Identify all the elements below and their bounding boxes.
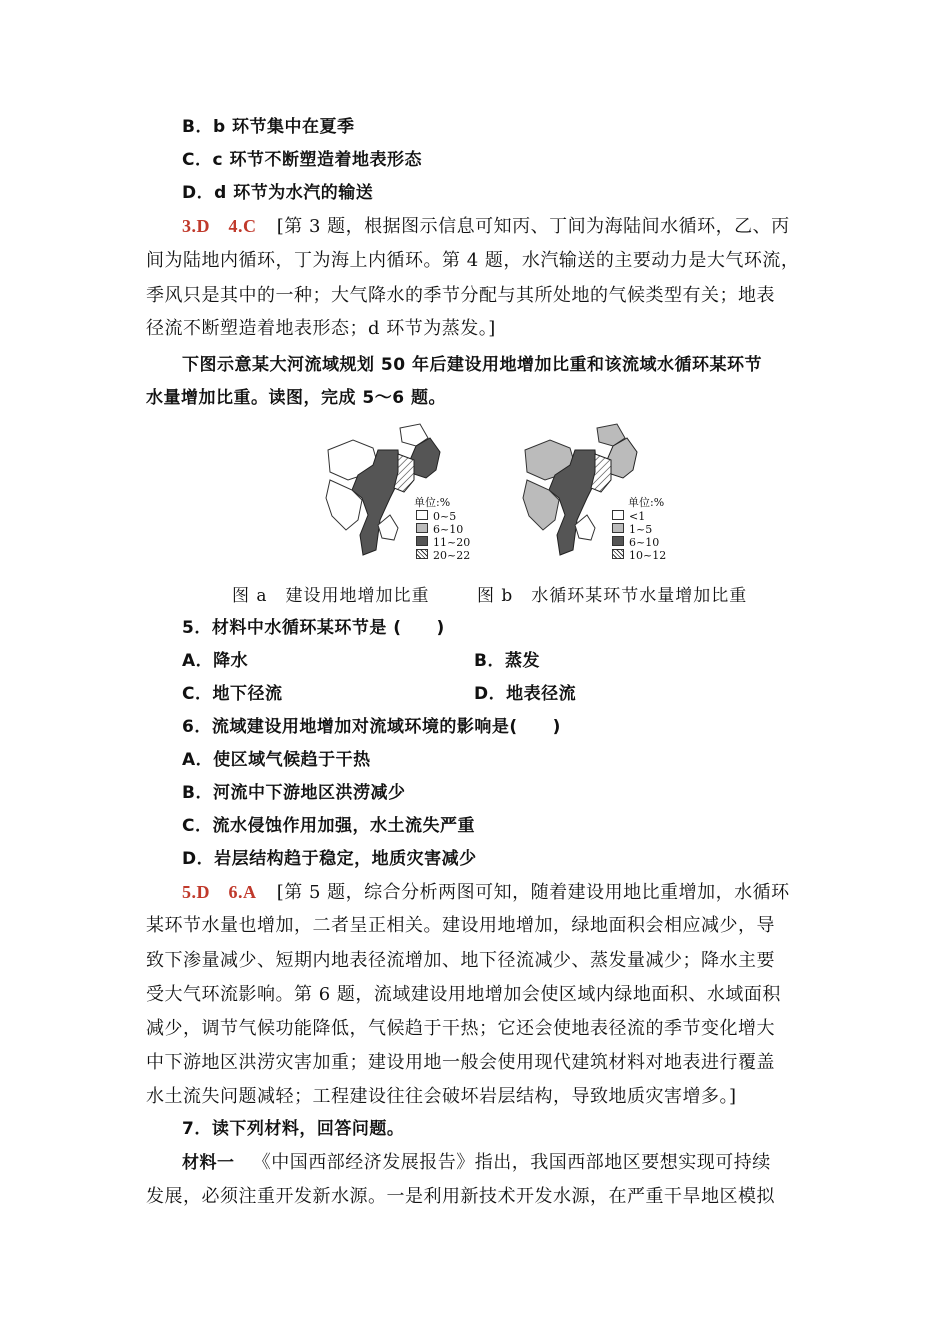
- q7-material-line-2: 发展，必须注重开发新水源。一是利用新技术开发水源，在严重干旱地区模拟: [146, 1186, 775, 1207]
- option-c: C．c 环节不断塑造着地表形态: [182, 150, 422, 170]
- figure-b-caption: 图 b 水循环某环节水量增加比重: [477, 586, 748, 606]
- legend-item: 6~10: [612, 536, 682, 549]
- answer-3-4-line-4: 径流不断塑造着地表形态；d 环节为蒸发。]: [146, 318, 496, 339]
- q6-option-d: D．岩层结构趋于稳定，地质灾害减少: [182, 849, 477, 869]
- figure-a-legend: [416, 510, 486, 562]
- answer-5-6-line-4: 受大气环流影响。第 6 题，流域建设用地增加会使区域内绿地面积、水域面积: [146, 984, 781, 1005]
- q5-option-a: A．降水: [182, 651, 249, 671]
- legend-item: 20~22: [416, 549, 486, 562]
- legend-item: <1: [612, 510, 682, 523]
- q5-options-row-1: [182, 650, 846, 672]
- intro-line-2: 水量增加比重。读图，完成 5～6 题。: [146, 388, 446, 408]
- figure-a-unit: 单位:%: [414, 496, 451, 509]
- figures: [0, 420, 950, 570]
- answer-5-6-line-6: 中下游地区洪涝灾害加重；建设用地一般会使用现代建筑材料对地表进行覆盖: [146, 1052, 775, 1073]
- answer-3-4-line-1: 3.D 4.C [第 3 题，根据图示信息可知丙、丁间为海陆间水循环，乙、丙: [182, 216, 790, 237]
- q5-option-b: B．蒸发: [474, 651, 540, 671]
- q7-material-line-1: 材料一 《中国西部经济发展报告》指出，我国西部地区要想实现可持续: [182, 1152, 771, 1173]
- figure-b-legend: [612, 510, 682, 562]
- q6-option-b: B．河流中下游地区洪涝减少: [182, 783, 406, 803]
- figure-b-unit: 单位:%: [628, 496, 665, 509]
- q5-option-c: C．地下径流: [182, 684, 283, 704]
- answer-5-6-line-5: 减少，调节气候功能降低，气候趋于干热；它还会使地表径流的季节变化增大: [146, 1018, 775, 1039]
- q6-stem: 6．流域建设用地增加对流域环境的影响是( ): [182, 717, 561, 737]
- legend-item: 6~10: [416, 523, 486, 536]
- q6-option-a: A．使区域气候趋于干热: [182, 750, 371, 770]
- answer-5-6-line-2: 某环节水量也增加，二者呈正相关。建设用地增加，绿地面积会相应减少，导: [146, 915, 775, 936]
- q7-stem: 7．读下列材料，回答问题。: [182, 1119, 405, 1139]
- answer-5-6-line-1: 5.D 6.A [第 5 题，综合分析两图可知，随着建设用地比重增加，水循环: [182, 882, 790, 903]
- legend-item: 11~20: [416, 536, 486, 549]
- q5-options-row-2: [182, 683, 846, 705]
- answer-5-6-line-7: 水土流失问题减轻；工程建设往往会破坏岩层结构，导致地质灾害增多。]: [146, 1086, 737, 1107]
- option-b: B．b 环节集中在夏季: [182, 117, 355, 137]
- q5-stem: 5．材料中水循环某环节是 ( ): [182, 618, 445, 638]
- answer-key: 3.D 4.C: [182, 216, 257, 236]
- answer-3-4-line-2: 间为陆地内循环，丁为海上内循环。第 4 题，水汽输送的主要动力是大气环流，: [146, 250, 800, 271]
- q5-option-d: D．地表径流: [474, 684, 577, 704]
- legend-item: 10~12: [612, 549, 682, 562]
- legend-item: 0~5: [416, 510, 486, 523]
- figure-a-caption: 图 a 建设用地增加比重: [232, 586, 430, 606]
- legend-item: 1~5: [612, 523, 682, 536]
- option-d: D．d 环节为水汽的输送: [182, 183, 374, 203]
- material-label: 材料一: [182, 1153, 235, 1173]
- answer-5-6-line-3: 致下渗量减少、短期内地表径流增加、地下径流减少、蒸发量减少；降水主要: [146, 950, 775, 971]
- answer-key: 5.D 6.A: [182, 882, 257, 902]
- q6-option-c: C．流水侵蚀作用加强，水土流失严重: [182, 816, 475, 836]
- intro-line-1: 下图示意某大河流域规划 50 年后建设用地增加比重和该流域水循环某环节: [182, 355, 762, 375]
- answer-3-4-line-3: 季风只是其中的一种；大气降水的季节分配与其所处地的气候类型有关；地表: [146, 285, 775, 306]
